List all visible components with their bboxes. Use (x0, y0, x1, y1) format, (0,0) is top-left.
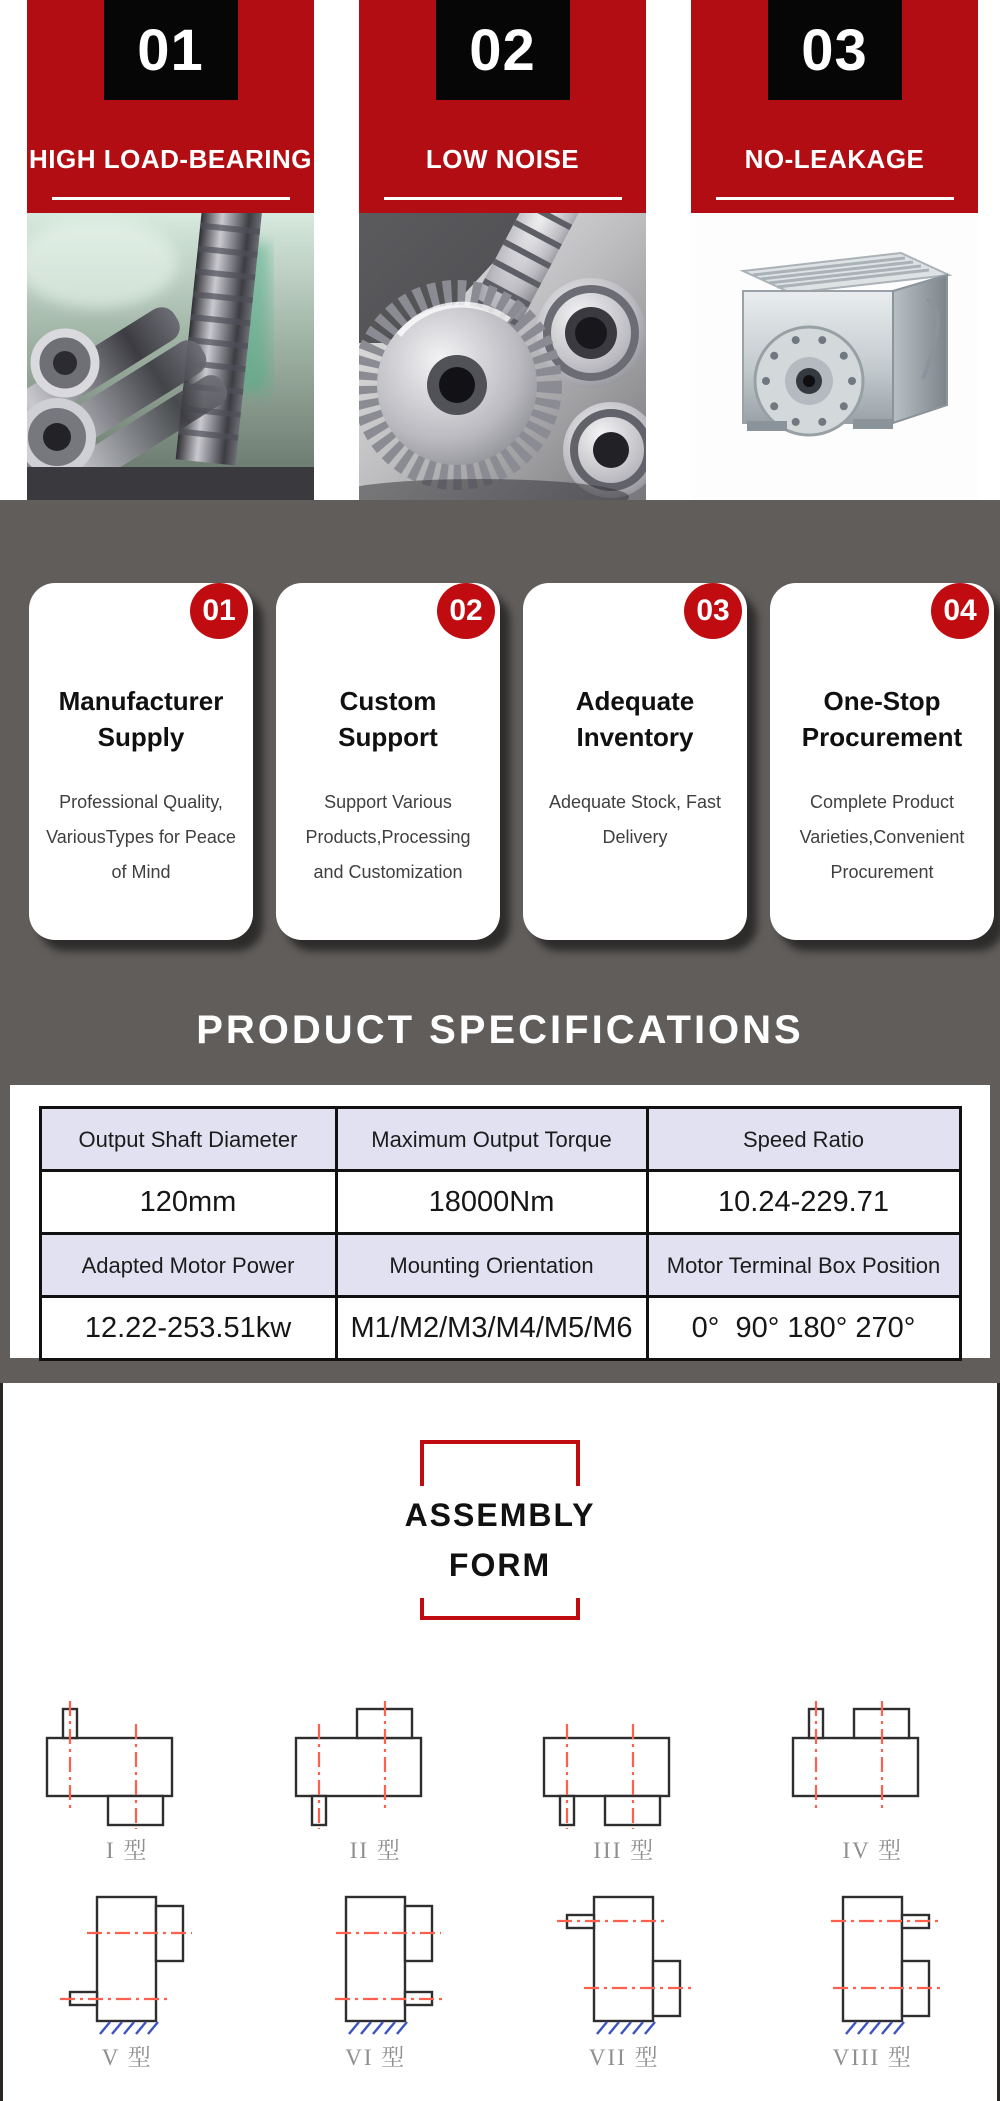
mounting-diagram-type-1 (32, 1698, 222, 1830)
spec-header-row-2 (40, 1234, 960, 1297)
feature-label: LOW NOISE (425, 144, 580, 174)
specifications-table (39, 1106, 962, 1361)
assembly-title-line2: FORM (448, 1547, 552, 1583)
diagram-label: V 型 (101, 2045, 153, 2070)
mounting-diagram-type-6 (281, 1887, 471, 2037)
mounting-diagrams-grid (3, 1698, 997, 2072)
gear-shafts-illustration (27, 213, 314, 500)
card-number-badge: 04 (931, 583, 989, 639)
card-description: Adequate Stock, Fast Delivery (548, 792, 722, 847)
feature-column-1 (27, 0, 314, 500)
feature-column-3 (691, 0, 978, 500)
spec-value-row-2 (40, 1297, 960, 1360)
mounting-diagram-type-3 (529, 1698, 719, 1830)
spec-value-cell: 0° 90° 180° 270° (647, 1297, 960, 1360)
spec-header-cell: Output Shaft Diameter (40, 1108, 336, 1171)
mounting-diagram-2 (252, 1698, 501, 1865)
advantage-card-3 (523, 583, 747, 940)
mounting-diagram-type-7 (529, 1887, 719, 2037)
card-number-badge: 01 (190, 583, 248, 639)
gear-and-bearings-photo (359, 213, 646, 500)
feature-number: 01 (137, 17, 204, 83)
spec-header-cell: Adapted Motor Power (40, 1234, 336, 1297)
gear-shafts-machining-photo (27, 213, 314, 500)
advantage-card-4 (770, 583, 994, 940)
mounting-diagram-7 (500, 1887, 749, 2072)
specifications-title: PRODUCT SPECIFICATIONS (196, 1008, 804, 1052)
mounting-diagram-5 (3, 1887, 252, 2072)
card-title: Manufacturer Supply (58, 686, 224, 752)
advantage-card-2 (276, 583, 500, 940)
mounting-diagram-1 (3, 1698, 252, 1865)
assembly-form-title (392, 1486, 608, 1598)
mounting-diagram-6 (252, 1887, 501, 2072)
gearbox-illustration (691, 213, 978, 500)
card-title: Custom Support (338, 686, 438, 752)
diagram-label: VII 型 (588, 2045, 660, 2070)
feature-number: 02 (469, 17, 536, 83)
feature-label: NO-LEAKAGE (744, 144, 925, 174)
mounting-diagram-4 (749, 1698, 998, 1865)
gearbox-unit-photo (691, 213, 978, 500)
diagram-label: II 型 (349, 1838, 402, 1863)
gear-bearings-illustration (359, 213, 646, 500)
diagram-label: I 型 (106, 1838, 149, 1863)
assembly-title-line1: ASSEMBLY (404, 1497, 596, 1533)
feature-header-1 (27, 0, 314, 213)
spec-value-cell: 18000Nm (336, 1171, 647, 1234)
spec-value-cell: 10.24-229.71 (647, 1171, 960, 1234)
spec-value-cell: 12.22-253.51kw (40, 1297, 336, 1360)
feature-label: HIGH LOAD-BEARING (29, 144, 312, 174)
feature-number-box-2 (436, 0, 570, 100)
feature-number-box-3 (768, 0, 902, 100)
feature-column-2 (359, 0, 646, 500)
spec-header-cell: Speed Ratio (647, 1108, 960, 1171)
advantages-and-specs-section (0, 500, 1000, 1383)
assembly-form-title-frame (404, 1440, 596, 1620)
spec-header-cell: Mounting Orientation (336, 1234, 647, 1297)
mounting-diagram-8 (749, 1887, 998, 2072)
feature-number: 03 (801, 17, 868, 83)
card-title: One-Stop Procurement (801, 686, 963, 752)
mounting-diagram-type-8 (778, 1887, 968, 2037)
spec-header-cell: Motor Terminal Box Position (647, 1234, 960, 1297)
card-description: Support Various Products,Processing and Customization (305, 792, 471, 882)
spec-value-cell: 120mm (40, 1171, 336, 1234)
card-description: Complete Product Varieties,Convenient Procurement (799, 792, 965, 882)
spec-value-row-1 (40, 1171, 960, 1234)
diagram-label: VI 型 (345, 2045, 407, 2070)
mounting-diagram-3 (500, 1698, 749, 1865)
spec-header-cell: Maximum Output Torque (336, 1108, 647, 1171)
feature-underline (52, 197, 290, 200)
card-title: Adequate Inventory (575, 686, 695, 752)
specifications-panel (10, 1085, 990, 1358)
feature-underline (384, 197, 622, 200)
feature-header-2 (359, 0, 646, 213)
card-number-badge: 03 (684, 583, 742, 639)
mounting-diagram-type-4 (778, 1698, 968, 1830)
diagram-label: III 型 (593, 1838, 656, 1863)
feature-number-box-1 (104, 0, 238, 100)
diagram-label: VIII 型 (832, 2045, 913, 2070)
feature-underline (716, 197, 954, 200)
mounting-diagram-type-2 (281, 1698, 471, 1830)
assembly-form-section (0, 1383, 1000, 2101)
mounting-diagram-type-5 (32, 1887, 222, 2037)
advantage-card-1 (29, 583, 253, 940)
card-description: Professional Quality, VariousTypes for Peace of Mind (46, 792, 236, 882)
feature-header-3 (691, 0, 978, 213)
top-features-section (0, 0, 1000, 500)
card-number-badge: 02 (437, 583, 495, 639)
spec-value-cell: M1/M2/M3/M4/M5/M6 (336, 1297, 647, 1360)
diagram-label: IV 型 (842, 1838, 904, 1863)
advantage-cards-row (0, 583, 1000, 940)
spec-header-row-1 (40, 1108, 960, 1171)
